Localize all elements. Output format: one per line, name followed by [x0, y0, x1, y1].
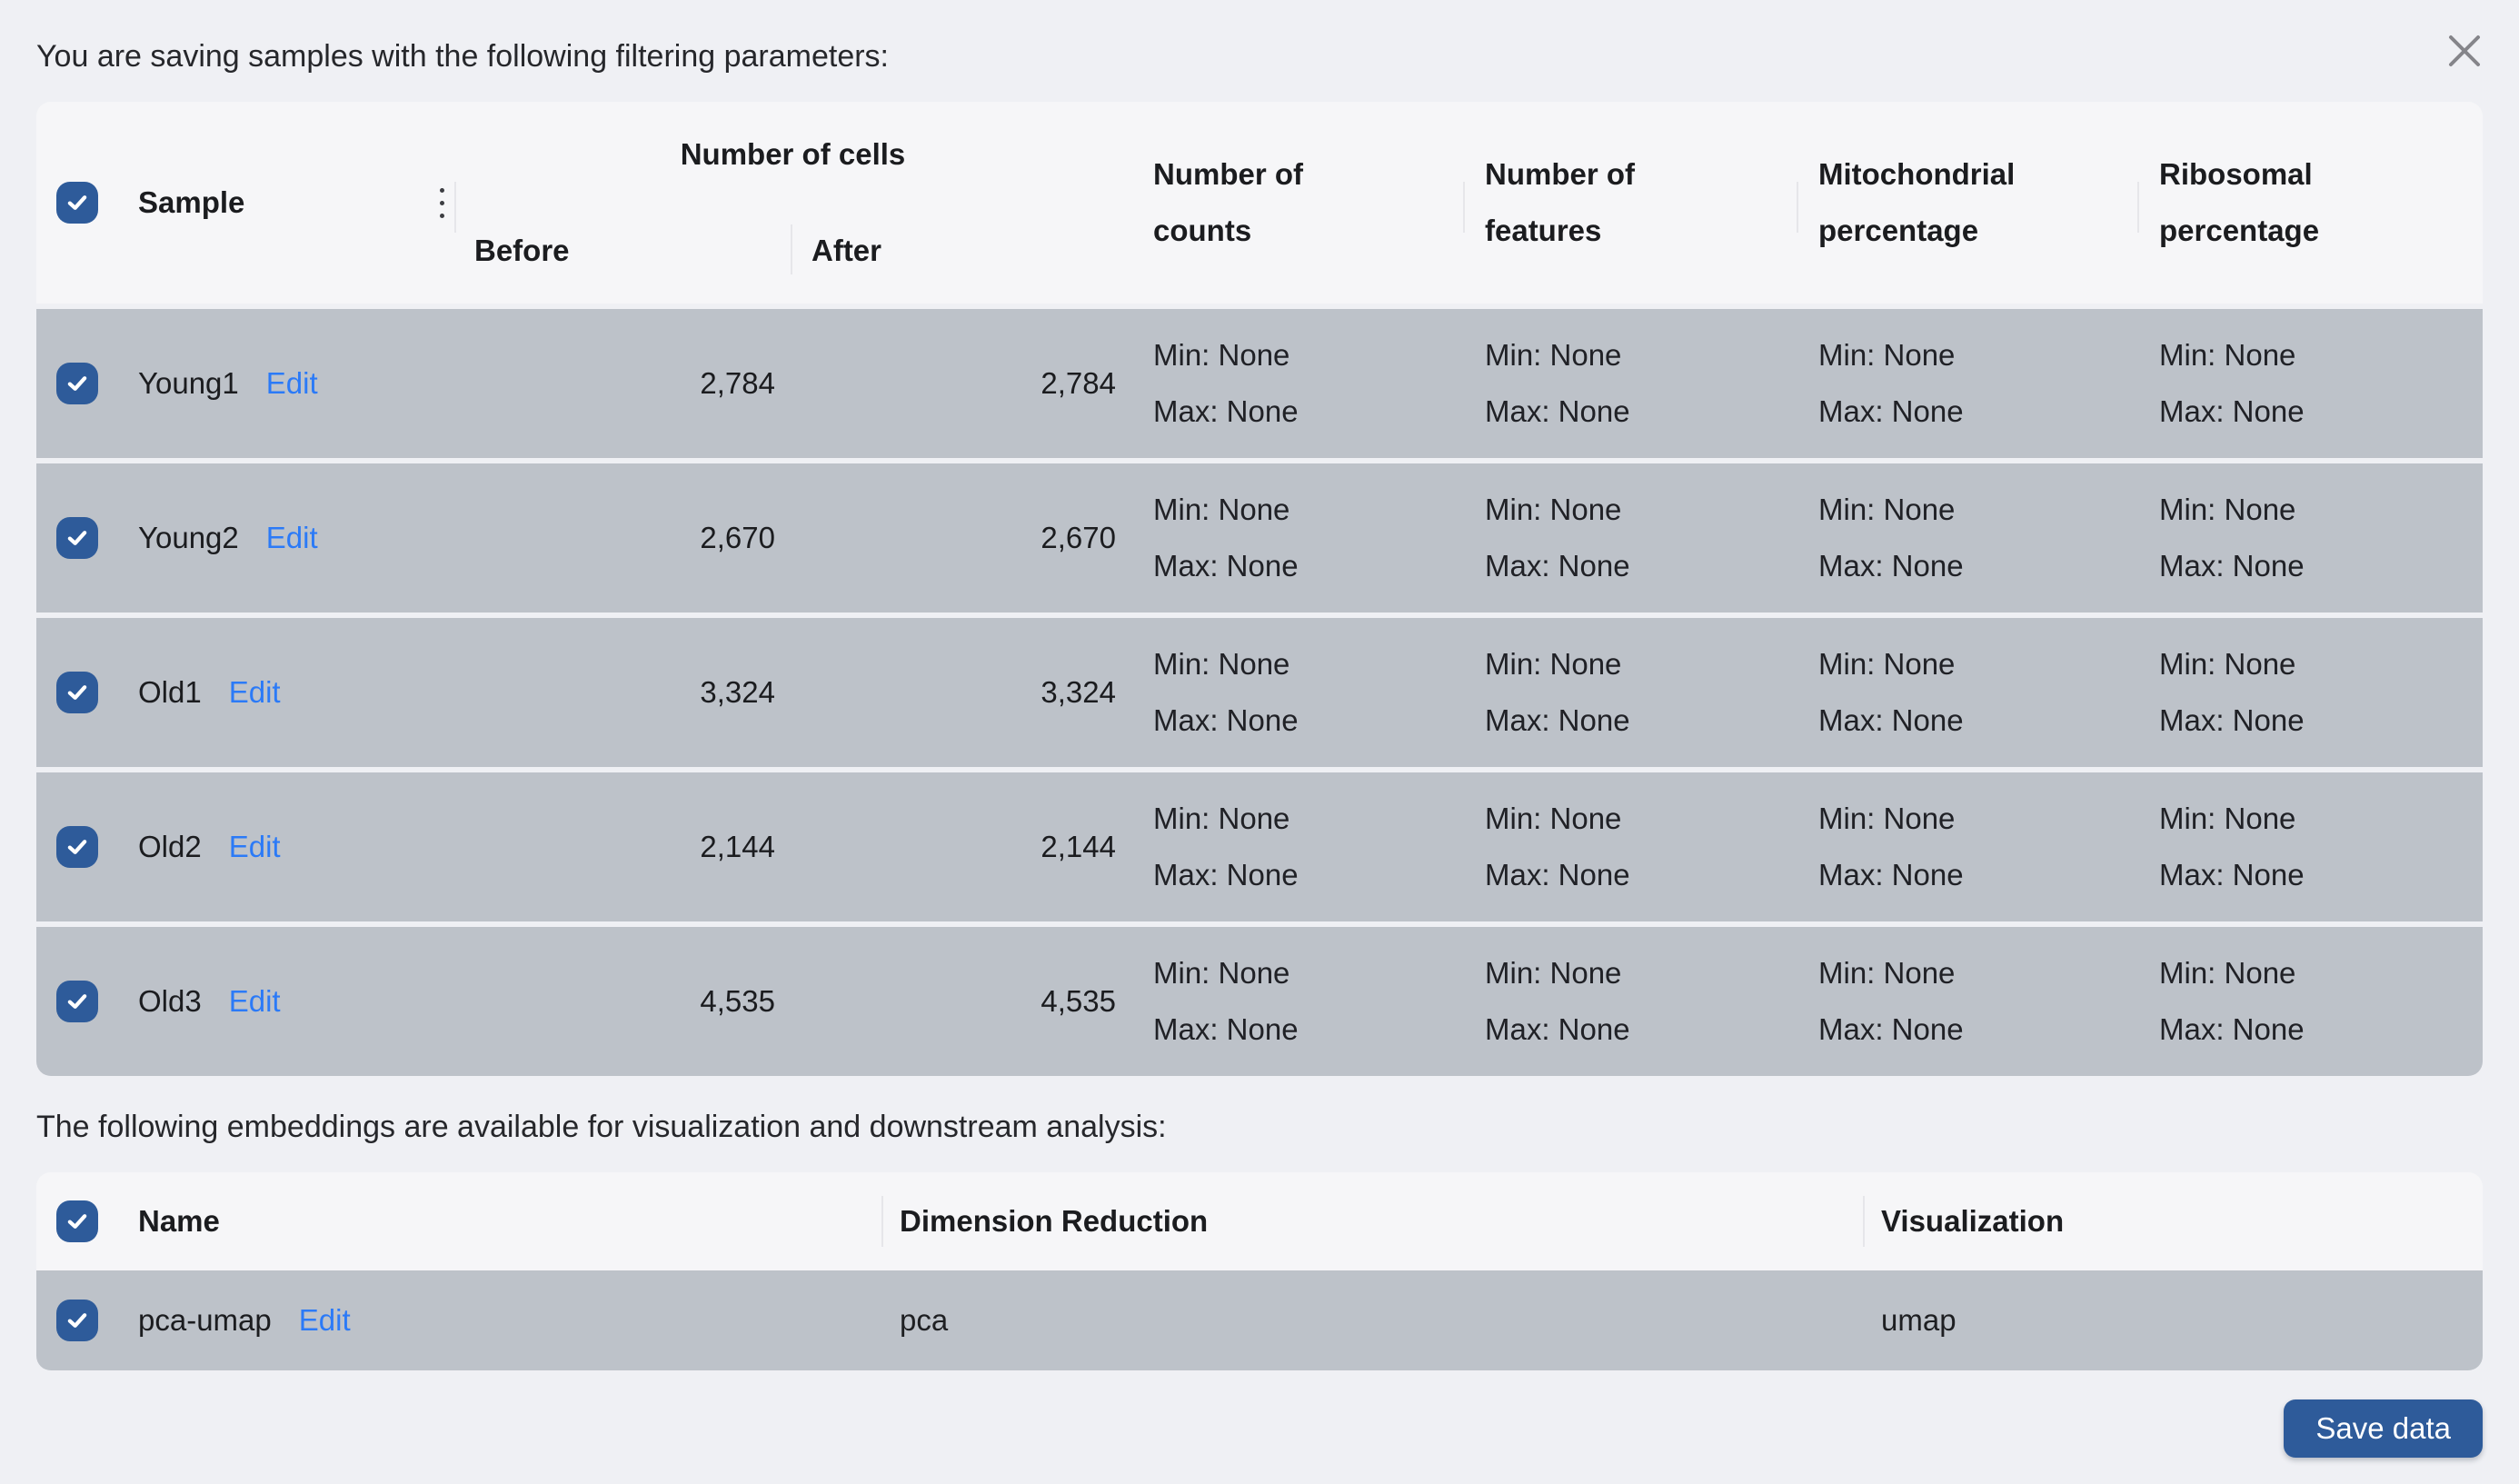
ribosomal-filter: Min: None Max: None — [2159, 493, 2305, 583]
sample-row-old1 — [36, 618, 2483, 767]
features-filter: Min: None Max: None — [1485, 338, 1630, 428]
edit-sample-link[interactable]: Edit — [228, 984, 281, 1018]
column-header-mitochondrial-percentage: Mitochondrial percentage — [1818, 157, 2016, 247]
column-header-name: Name — [138, 1204, 220, 1238]
edit-embedding-link[interactable]: Edit — [298, 1303, 351, 1337]
features-filter: Min: None Max: None — [1485, 956, 1630, 1046]
column-divider — [1463, 182, 1465, 233]
check-icon — [65, 1308, 90, 1333]
sample-name: Old1 — [138, 675, 202, 709]
embedding-name: pca-umap — [138, 1303, 272, 1337]
close-button[interactable] — [2441, 27, 2488, 75]
counts-filter: Min: None Max: None — [1153, 338, 1299, 428]
column-header-number-of-features: Number of features — [1485, 157, 1635, 247]
select-all-samples-checkbox[interactable] — [56, 182, 98, 224]
dialog-footer — [36, 1399, 2483, 1458]
features-filter: Min: None Max: None — [1485, 647, 1630, 737]
column-header-number-of-counts: Number of counts — [1153, 157, 1303, 247]
sample-row-young1 — [36, 309, 2483, 458]
ribosomal-filter: Min: None Max: None — [2159, 338, 2305, 428]
column-header-sample: Sample — [138, 185, 245, 219]
check-icon — [65, 1209, 90, 1234]
samples-table-header — [36, 102, 2483, 304]
sample-name: Young1 — [138, 366, 239, 400]
column-divider — [1863, 1196, 1865, 1247]
column-divider — [881, 1196, 883, 1247]
sample-name: Old2 — [138, 830, 202, 863]
row-checkbox[interactable] — [56, 672, 98, 713]
column-header-ribosomal-percentage: Ribosomal percentage — [2159, 157, 2320, 247]
check-icon — [65, 989, 90, 1014]
edit-sample-link[interactable]: Edit — [228, 675, 281, 709]
samples-table — [36, 102, 2483, 1076]
save-data-button[interactable]: Save data — [2284, 1399, 2483, 1458]
cells-after-value: 3,324 — [1040, 675, 1116, 709]
column-header-dimension-reduction: Dimension Reduction — [900, 1204, 1209, 1238]
counts-filter: Min: None Max: None — [1153, 802, 1299, 891]
row-checkbox[interactable] — [56, 826, 98, 868]
mitochondrial-filter: Min: None Max: None — [1818, 956, 1964, 1046]
column-divider — [1797, 182, 1798, 233]
column-header-number-of-cells: Number of cells — [680, 137, 906, 171]
cells-before-value: 2,670 — [700, 521, 775, 554]
counts-filter: Min: None Max: None — [1153, 493, 1299, 583]
counts-filter: Min: None Max: None — [1153, 956, 1299, 1046]
check-icon — [65, 371, 90, 396]
sample-row-young2 — [36, 463, 2483, 613]
cells-after-value: 2,144 — [1040, 830, 1116, 863]
cells-before-value: 3,324 — [700, 675, 775, 709]
cells-before-value: 2,144 — [700, 830, 775, 863]
column-divider — [2137, 182, 2139, 233]
embeddings-table — [36, 1172, 2483, 1370]
row-checkbox[interactable] — [56, 517, 98, 559]
column-header-after: After — [811, 234, 882, 267]
column-menu-icon[interactable] — [440, 102, 444, 304]
row-checkbox[interactable] — [56, 1300, 98, 1341]
row-checkbox[interactable] — [56, 981, 98, 1022]
dimension-reduction-value: pca — [900, 1303, 949, 1337]
row-checkbox[interactable] — [56, 363, 98, 404]
mitochondrial-filter: Min: None Max: None — [1818, 493, 1964, 583]
ribosomal-filter: Min: None Max: None — [2159, 956, 2305, 1046]
sample-row-old3 — [36, 927, 2483, 1076]
check-icon — [65, 525, 90, 551]
close-icon — [2447, 34, 2482, 68]
check-icon — [65, 834, 90, 860]
edit-sample-link[interactable]: Edit — [228, 830, 281, 863]
intro-text: You are saving samples with the following filtering parameters: — [36, 39, 890, 74]
edit-sample-link[interactable]: Edit — [265, 521, 318, 554]
column-divider — [454, 182, 456, 233]
mitochondrial-filter: Min: None Max: None — [1818, 802, 1964, 891]
counts-filter: Min: None Max: None — [1153, 647, 1299, 737]
select-all-embeddings-checkbox[interactable] — [56, 1200, 98, 1242]
cells-after-value: 2,784 — [1040, 366, 1116, 400]
mitochondrial-filter: Min: None Max: None — [1818, 647, 1964, 737]
features-filter: Min: None Max: None — [1485, 802, 1630, 891]
features-filter: Min: None Max: None — [1485, 493, 1630, 583]
ribosomal-filter: Min: None Max: None — [2159, 647, 2305, 737]
cells-after-value: 2,670 — [1040, 521, 1116, 554]
check-icon — [65, 190, 90, 215]
embeddings-table-header — [36, 1172, 2483, 1270]
check-icon — [65, 680, 90, 705]
ribosomal-filter: Min: None Max: None — [2159, 802, 2305, 891]
sample-name: Old3 — [138, 984, 202, 1018]
cells-before-value: 2,784 — [700, 366, 775, 400]
column-header-before: Before — [474, 234, 570, 267]
embedding-row-pca-umap — [36, 1270, 2483, 1370]
column-divider — [791, 224, 792, 274]
cells-after-value: 4,535 — [1040, 984, 1116, 1018]
cells-before-value: 4,535 — [700, 984, 775, 1018]
visualization-value: umap — [1881, 1303, 1956, 1337]
column-header-visualization: Visualization — [1881, 1204, 2065, 1238]
mitochondrial-filter: Min: None Max: None — [1818, 338, 1964, 428]
edit-sample-link[interactable]: Edit — [265, 366, 318, 400]
sample-row-old2 — [36, 772, 2483, 921]
embeddings-intro-text: The following embeddings are available for visualization and downstream analysis: — [36, 1110, 1167, 1144]
sample-name: Young2 — [138, 521, 239, 554]
